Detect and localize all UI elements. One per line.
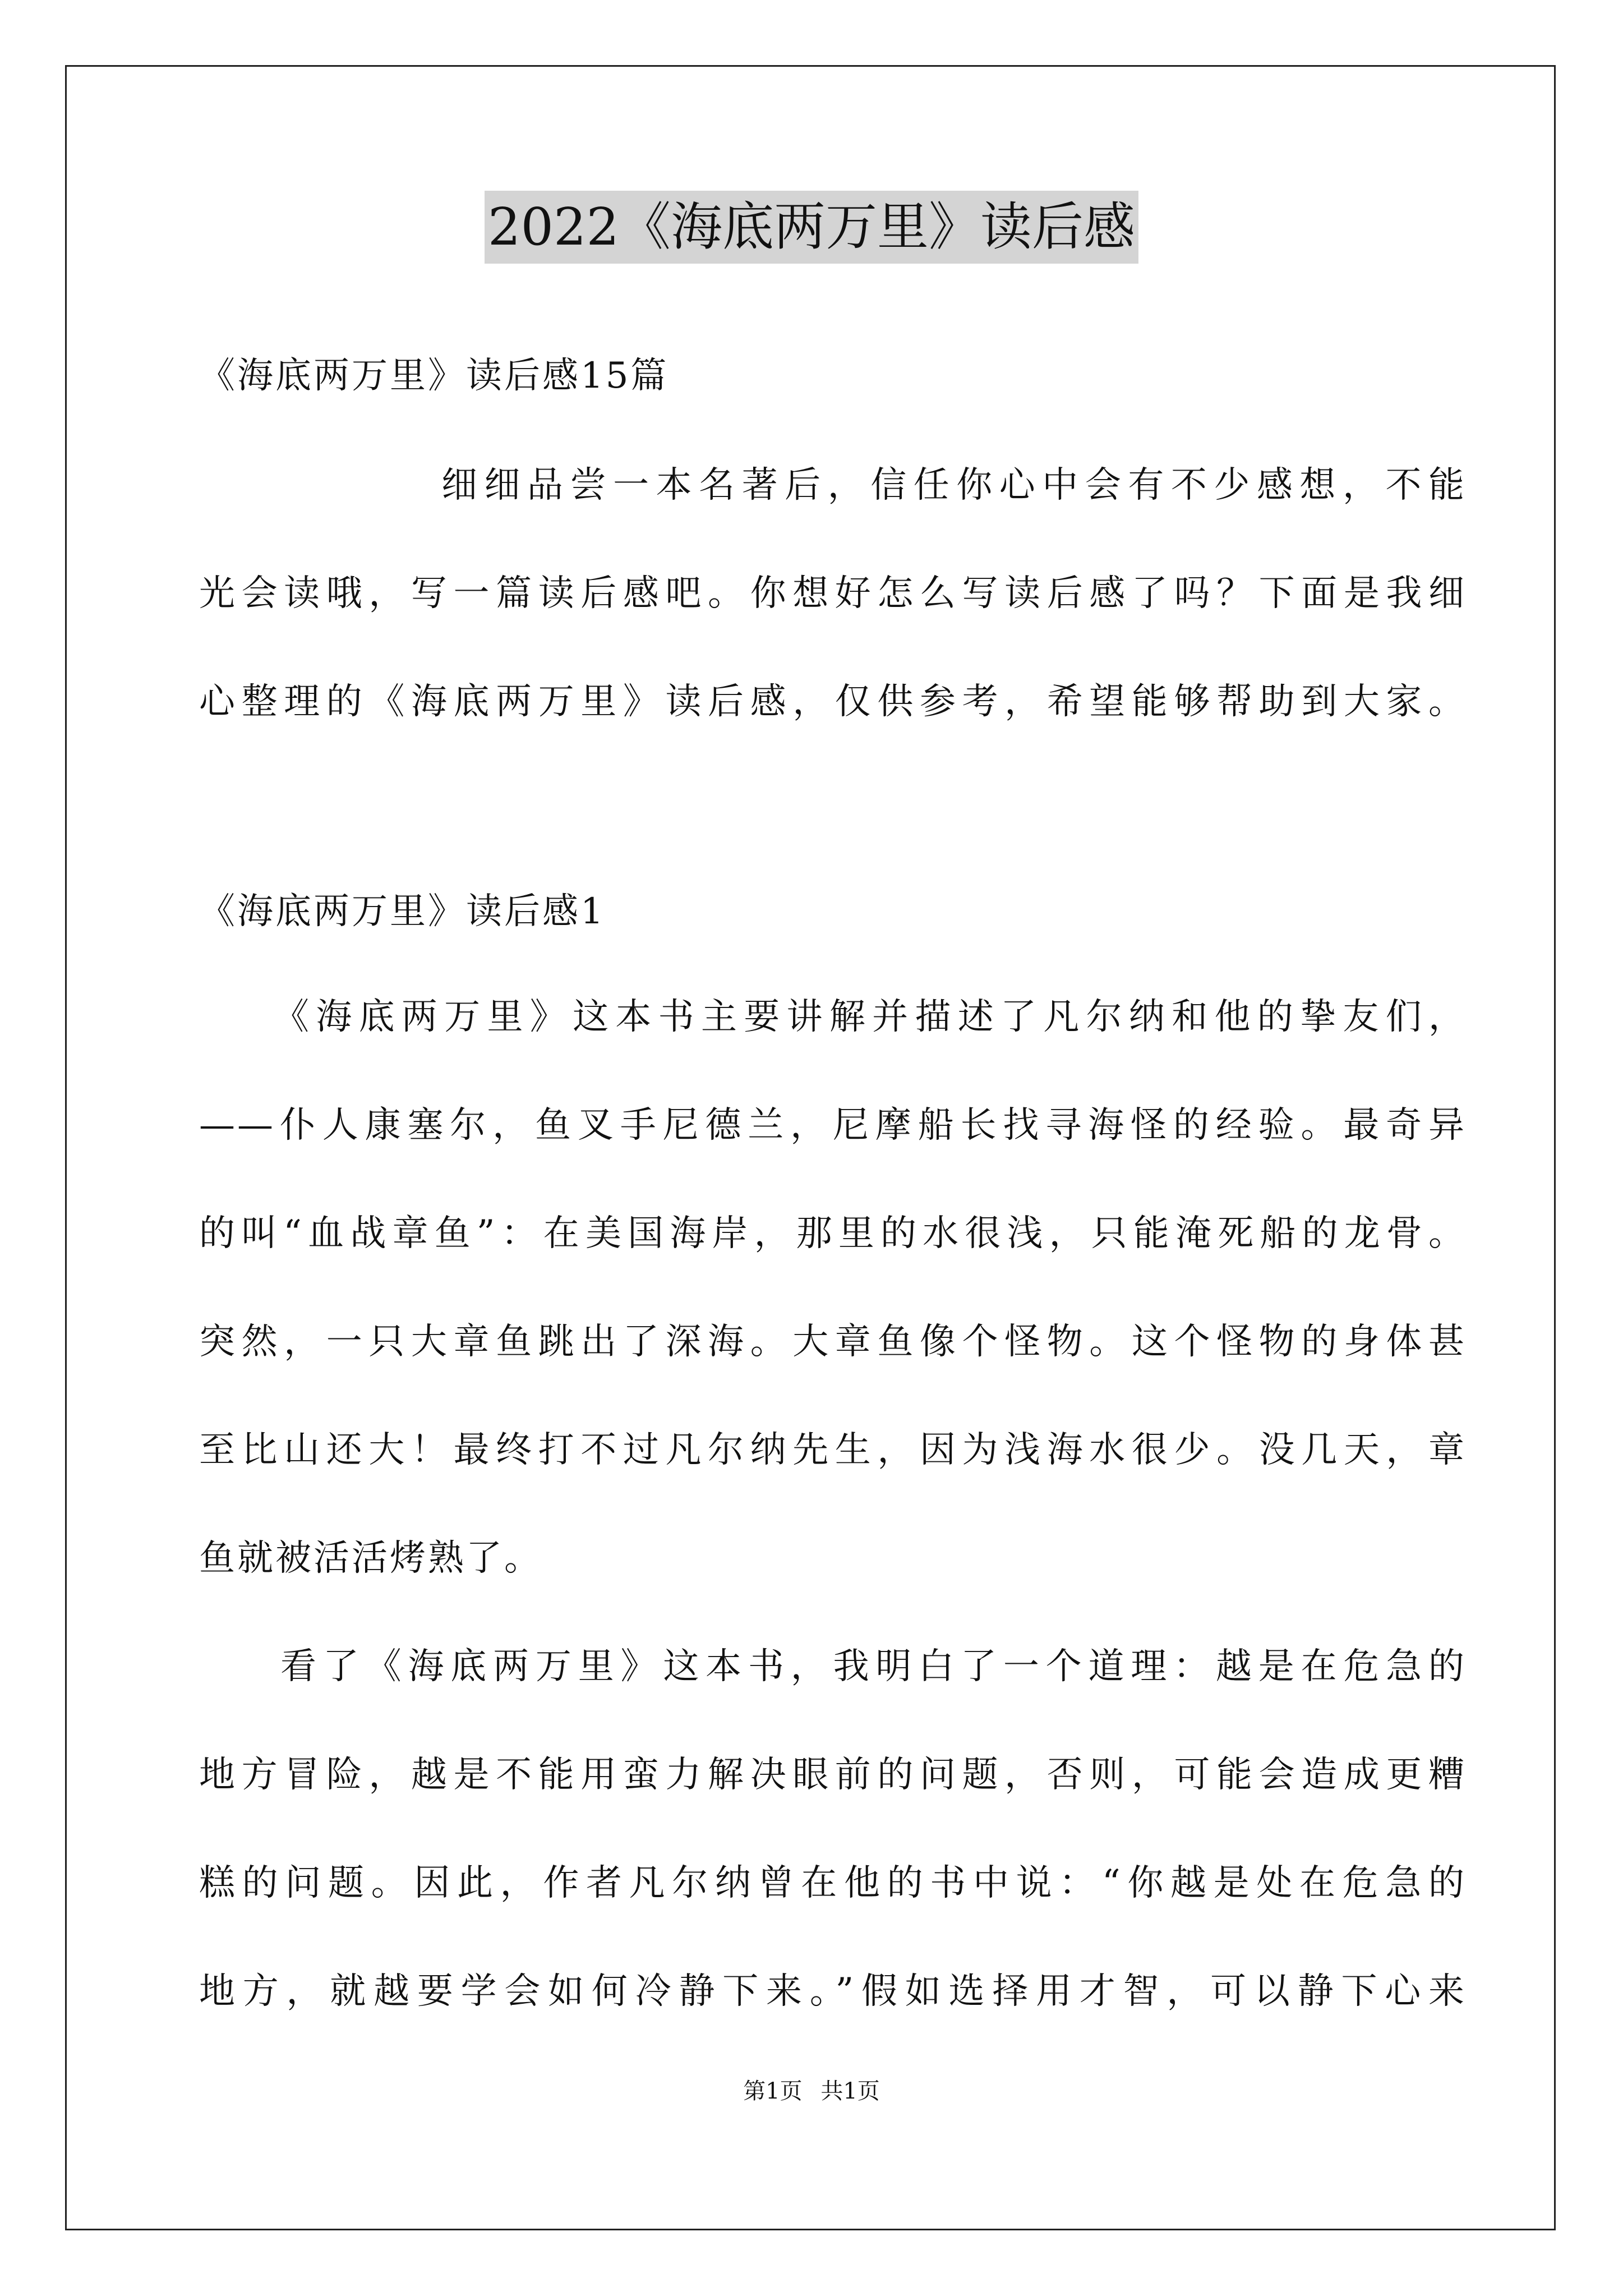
paragraph1-line-5: 至比山还大！最终打不过凡尔纳先生，因为浅海水很少。没几天，章	[199, 1429, 1467, 1471]
section-heading: 《海底两万里》读后感1	[199, 891, 606, 932]
document-title: 2022《海底两万里》读后感	[485, 191, 1138, 264]
paragraph1-line-2: ——仆人康塞尔，鱼叉手尼德兰，尼摩船长找寻海怪的经验。最奇异	[199, 1105, 1467, 1146]
page-number: 第1页	[743, 2078, 803, 2104]
page-footer	[0, 2074, 1623, 2108]
paragraph1-line-4: 突然，一只大章鱼跳出了深海。大章鱼像个怪物。这个怪物的身体甚	[199, 1321, 1467, 1363]
paragraph2-line-4: 地方，就越要学会如何冷静下来。”假如选择用才智，可以静下心来	[199, 1971, 1467, 2012]
paragraph1-line-1: 《海底两万里》这本书主要讲解并描述了凡尔纳和他的挚友们，	[273, 996, 1467, 1038]
paragraph1-line-6: 鱼就被活活烤熟了。	[199, 1538, 542, 1579]
intro-line-3: 心整理的《海底两万里》读后感，仅供参考，希望能够帮助到大家。	[199, 681, 1467, 723]
intro-line-1: 细细品尝一本名著后，信任你心中会有不少感想，不能	[441, 464, 1467, 506]
page-total: 共1页	[820, 2078, 880, 2104]
paragraph2-line-3: 糕的问题。因此，作者凡尔纳曾在他的书中说：“你越是处在危急的	[199, 1862, 1467, 1904]
title-container	[0, 191, 1623, 264]
intro-line-2: 光会读哦，写一篇读后感吧。你想好怎么写读后感了吗？下面是我细	[199, 573, 1467, 614]
paragraph2-line-1: 看了《海底两万里》这本书，我明白了一个道理：越是在危急的	[280, 1646, 1467, 1687]
paragraph1-line-3: 的叫“血战章鱼”：在美国海岸，那里的水很浅，只能淹死船的龙骨。	[199, 1213, 1467, 1254]
document-subtitle: 《海底两万里》读后感15篇	[199, 355, 669, 397]
paragraph2-line-2: 地方冒险，越是不能用蛮力解决眼前的问题，否则，可能会造成更糟	[199, 1754, 1467, 1796]
